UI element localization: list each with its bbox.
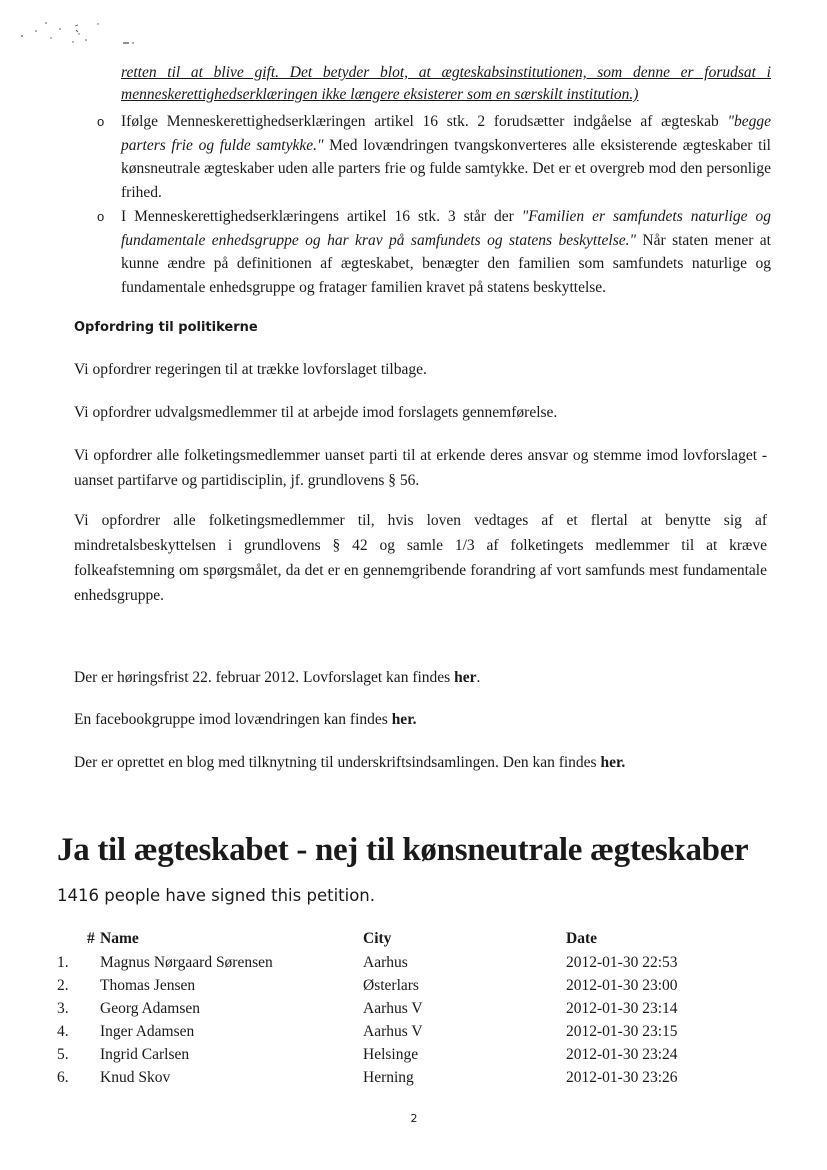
- table-row: [57, 1069, 757, 1092]
- link-here[interactable]: her.: [600, 754, 626, 771]
- row-date: 2012-01-30 23:14: [566, 1000, 678, 1017]
- row-name: Thomas Jensen: [100, 977, 196, 994]
- row-name: Georg Adamsen: [100, 1000, 201, 1017]
- row-name: Inger Adamsen: [100, 1023, 195, 1040]
- row-number: 3.: [57, 1000, 69, 1017]
- table-row: [57, 977, 757, 1000]
- row-date: 2012-01-30 23:24: [566, 1046, 678, 1063]
- row-date: 2012-01-30 23:15: [566, 1023, 678, 1040]
- link-paragraph: Der er oprettet en blog med tilknytning til underskriftsindsamlingen. Den kan findes her.: [74, 754, 626, 771]
- row-city: Aarhus: [363, 954, 408, 971]
- row-number: 5.: [57, 1046, 69, 1063]
- link-here[interactable]: her: [454, 669, 477, 686]
- row-city: Østerlars: [363, 977, 419, 994]
- row-number: 4.: [57, 1023, 69, 1040]
- bullet-quote: "Familien er samfundets naturlige og fundamentale enhedsgruppe og har krav på samfundets og statens beskyttelse.": [121, 208, 771, 249]
- row-city: Helsinge: [363, 1046, 419, 1063]
- link-paragraph: En facebookgruppe imod lovændringen kan findes her.: [74, 711, 417, 728]
- row-name: Magnus Nørgaard Sørensen: [100, 954, 273, 971]
- row-number: 1.: [57, 954, 69, 971]
- bullet-text: Ifølge Menneskerettighedserklæringen artikel 16 stk. 2 forudsætter indgåelse af ægteskab "begge parters frie og fulde samtykke." Med lovændringen tvangskonverteres alle eksisterende ægteskaber til kønsneutrale ægteskaber uden alle parters frie og fulde samtykke. Det er et overgreb mod den personlige frihed.: [121, 113, 771, 201]
- paragraph: Vi opfordrer regeringen til at trække lovforslaget tilbage.: [74, 361, 427, 378]
- header-hash: #: [87, 930, 95, 947]
- row-number: 2.: [57, 977, 69, 994]
- continued-line-2: menneskerettighedserklæringen ikke længere eksisterer som en særskilt institution.): [121, 86, 639, 103]
- bullet-circle-icon: o: [97, 114, 105, 129]
- paragraph: Vi opfordrer alle folketingsmedlemmer uanset parti til at erkende deres ansvar og stemme imod lovforslaget - uanset partifarve og partidisciplin, jf. grundlovens § 56.: [74, 447, 767, 489]
- row-date: 2012-01-30 23:26: [566, 1069, 678, 1086]
- link-paragraph: Der er høringsfrist 22. februar 2012. Lovforslaget kan findes her.: [74, 669, 481, 686]
- row-number: 6.: [57, 1069, 69, 1086]
- page-number: 2: [410, 1112, 418, 1125]
- link-here[interactable]: her.: [391, 711, 417, 728]
- signature-count: 1416 people have signed this petition.: [57, 886, 376, 905]
- continued-text: [121, 62, 771, 106]
- paragraph: Vi opfordrer alle folketingsmedlemmer til, hvis loven vedtages af et flertal at benytte sig af mindretalsbeskyttelsen i grundlovens § 42 og samle 1/3 af folketingets medlemmer til at kræve folkeafstemning om spørgsmålet, da det er en gennemgribende forandring af vort samfunds mest fundamentale enhedsgruppe.: [74, 512, 767, 604]
- petition-title: Ja til ægteskabet - nej til kønsneutrale ægteskaber: [57, 832, 749, 868]
- bullet-text: I Menneskerettighedserklæringens artikel 16 stk. 3 står der "Familien er samfundets naturlige og fundamentale enhedsgruppe og har krav på samfundets og statens beskyttelse." Når staten mener at kunne ændre på definitionen af ægteskabet, benægter den familien som samfundets naturlige og fundamentale enhedsgruppe og fratager familien kravet på statens beskyttelse.: [121, 208, 771, 296]
- signatures-table: [57, 930, 757, 1092]
- row-date: 2012-01-30 23:00: [566, 977, 678, 994]
- header-city: City: [363, 930, 392, 947]
- continued-line-1: retten til at blive gift. Det betyder blot, at ægteskabsinstitutionen, som denne er forudsat i: [121, 64, 771, 81]
- table-row: [57, 1046, 757, 1069]
- row-city: Aarhus V: [363, 1023, 423, 1040]
- row-city: Aarhus V: [363, 1000, 423, 1017]
- table-row: [57, 954, 757, 977]
- scan-specks: [18, 14, 148, 54]
- bullet-quote: "begge parters frie og fulde samtykke.": [121, 113, 771, 154]
- table-header: [57, 930, 757, 954]
- table-row: [57, 1000, 757, 1023]
- header-date: Date: [566, 930, 597, 947]
- row-name: Ingrid Carlsen: [100, 1046, 190, 1063]
- row-date: 2012-01-30 22:53: [566, 954, 678, 971]
- row-name: Knud Skov: [100, 1069, 171, 1086]
- row-city: Herning: [363, 1069, 414, 1086]
- paragraph: Vi opfordrer udvalgsmedlemmer til at arbejde imod forslagets gennemførelse.: [74, 404, 558, 421]
- table-row: [57, 1023, 757, 1046]
- section-heading: Opfordring til politikerne: [74, 320, 258, 335]
- bullet-circle-icon: o: [97, 209, 105, 224]
- header-name: Name: [100, 930, 139, 947]
